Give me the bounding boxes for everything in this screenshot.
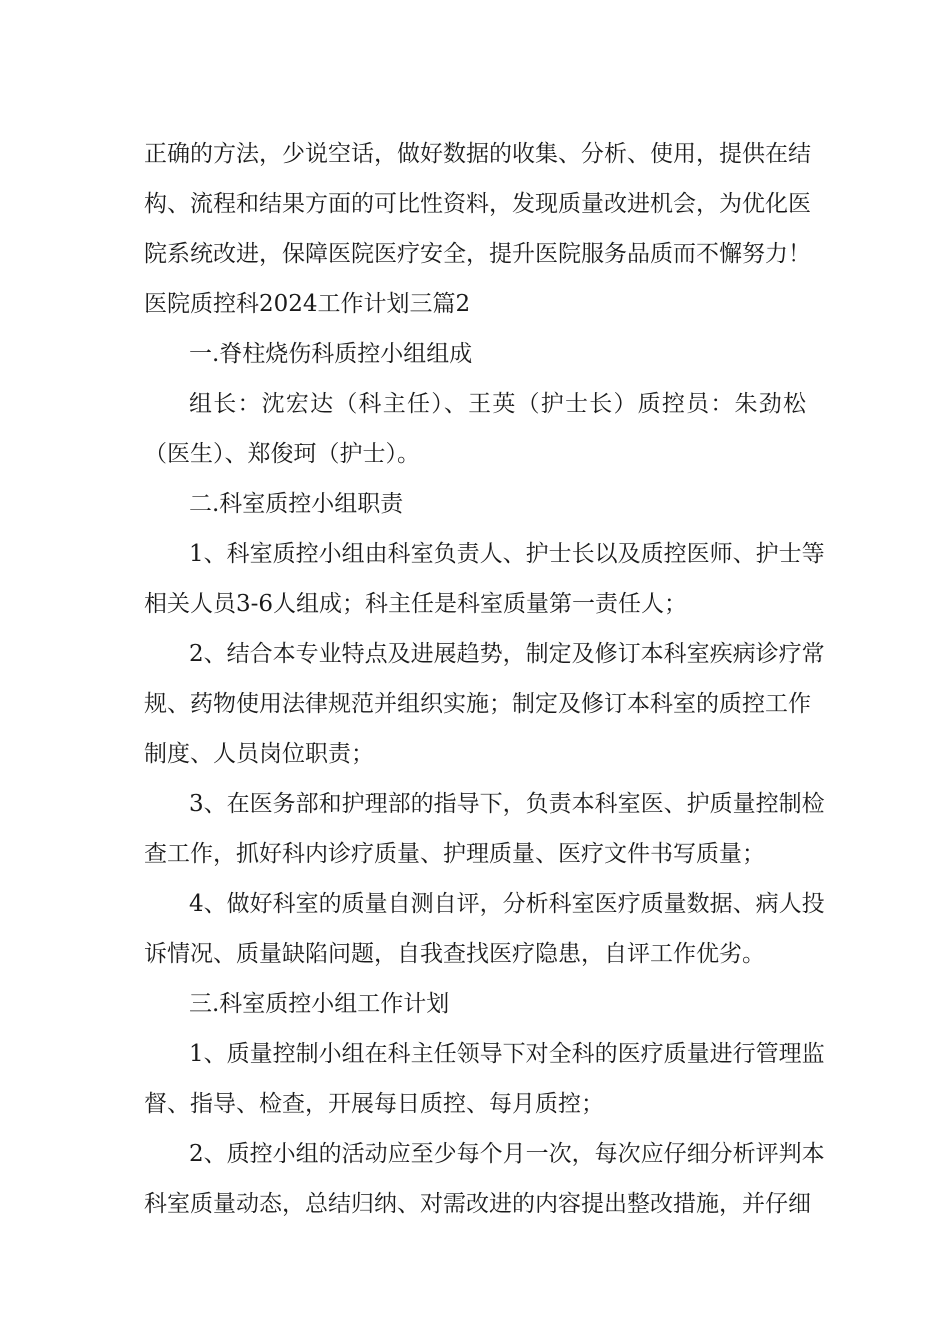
section-heading: 三.科室质控小组工作计划 [189,991,450,1017]
paragraph-line: （医生）、郑俊珂（护士）。 [144,441,420,467]
paragraph-line: 2、结合本专业特点及进展趋势，制定及修订本科室疾病诊疗常 [189,641,825,667]
paragraph-line: 4、做好科室的质量自测自评，分析科室医疗质量数据、病人投 [189,891,825,917]
section-heading: 二.科室质控小组职责 [189,491,404,517]
text-line: 正确的方法，少说空话，做好数据的收集、分析、使用，提供在结 [144,141,811,167]
paragraph-line: 制度、人员岗位职责； [144,741,374,767]
section-title: 医院质控科2024工作计划三篇2 [144,291,471,317]
paragraph-line: 1、科室质控小组由科室负责人、护士长以及质控医师、护士等 [189,541,825,567]
paragraph-line: 3、在医务部和护理部的指导下，负责本科室医、护质量控制检 [189,791,825,817]
paragraph-line: 1、质量控制小组在科主任领导下对全科的医疗质量进行管理监 [189,1041,825,1067]
paragraph-line: 督、指导、检查，开展每日质控、每月质控； [144,1091,604,1117]
paragraph-line: 科室质量动态，总结归纳、对需改进的内容提出整改措施，并仔细 [144,1191,811,1217]
text-line: 院系统改进，保障医院医疗安全，提升医院服务品质而不懈努力！ [144,241,811,267]
paragraph-line: 2、质控小组的活动应至少每个月一次，每次应仔细分析评判本 [189,1141,825,1167]
paragraph-line: 诉情况、质量缺陷问题，自我查找医疗隐患，自评工作优劣。 [144,941,765,967]
paragraph-line: 相关人员3-6人组成；科主任是科室质量第一责任人； [144,591,688,617]
section-heading: 一.脊柱烧伤科质控小组组成 [189,341,473,367]
text-line: 构、流程和结果方面的可比性资料，发现质量改进机会，为优化医 [144,191,811,217]
paragraph-line: 组长：沈宏达（科主任）、王英（护士长）质控员：朱劲松 [189,391,806,417]
paragraph-line: 规、药物使用法律规范并组织实施；制定及修订本科室的质控工作 [144,691,811,717]
paragraph-line: 查工作，抓好科内诊疗质量、护理质量、医疗文件书写质量； [144,841,765,867]
